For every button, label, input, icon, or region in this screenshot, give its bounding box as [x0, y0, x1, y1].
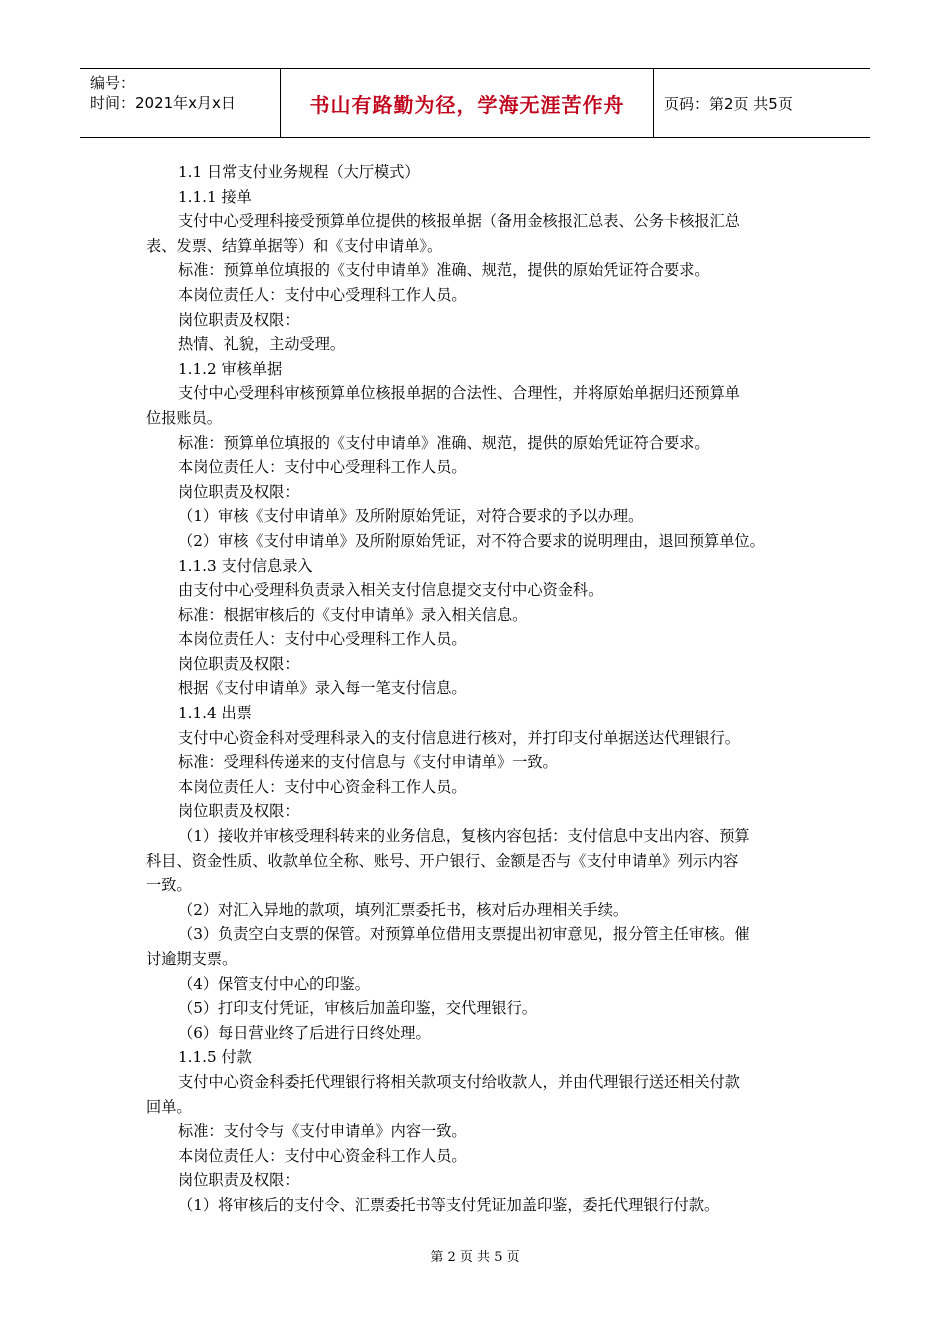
body-line: 标准：根据审核后的《支付申请单》录入相关信息。	[178, 605, 528, 624]
body-line: 岗位职责及权限：	[178, 802, 300, 821]
body-line: 本岗位责任人：支付中心资金科工作人员。	[178, 777, 467, 796]
header-right-cell	[654, 69, 870, 137]
body-line: （1）审核《支付申请单》及所附原始凭证，对符合要求的予以办理。	[178, 507, 644, 526]
body-line: 岗位职责及权限：	[178, 654, 300, 673]
document-date-label: 时间：2021年x月x日	[90, 94, 236, 112]
header-motto: 书山有路勤为径，学海无涯苦作舟	[309, 92, 625, 117]
body-line: 标准：预算单位填报的《支付申请单》准确、规范，提供的原始凭证符合要求。	[178, 433, 710, 452]
document-number-label: 编号：	[90, 74, 136, 92]
body-line: 标准：预算单位填报的《支付申请单》准确、规范，提供的原始凭证符合要求。	[178, 261, 710, 280]
body-line: 支付中心资金科委托代理银行将相关款项支付给收款人，并由代理银行送还相关付款	[178, 1072, 740, 1091]
body-line: 岗位职责及权限：	[178, 482, 300, 501]
body-line: 科目、资金性质、收款单位全称、账号、开户银行、金额是否与《支付申请单》列示内容	[146, 851, 739, 870]
body-line: 1.1.5 付款	[178, 1048, 252, 1067]
body-line: （3）负责空白支票的保管。对预算单位借用支票提出初审意见，报分管主任审核。催	[178, 925, 750, 944]
body-line: 回单。	[146, 1097, 192, 1116]
body-line: 位报账员。	[146, 408, 222, 427]
header-page-info: 页码：第2页 共5页	[664, 94, 793, 113]
body-line: （2）审核《支付申请单》及所附原始凭证，对不符合要求的说明理由，退回预算单位。	[178, 531, 765, 550]
body-line: 一致。	[146, 876, 192, 895]
page-header	[80, 68, 870, 138]
body-line: 标准：支付令与《支付申请单》内容一致。	[178, 1122, 467, 1141]
body-line: 支付中心受理科审核预算单位核报单据的合法性、合理性，并将原始单据归还预算单	[178, 384, 740, 403]
body-line: 1.1.2 审核单据	[178, 359, 283, 378]
body-line: （5）打印支付凭证，审核后加盖印鉴，交代理银行。	[178, 999, 537, 1018]
body-line: 根据《支付申请单》录入每一笔支付信息。	[178, 679, 467, 698]
document-body	[146, 160, 816, 1218]
body-line: 标准：受理科传递来的支付信息与《支付申请单》一致。	[178, 753, 558, 772]
body-line: 支付中心受理科接受预算单位提供的核报单据（备用金核报汇总表、公务卡核报汇总	[178, 212, 740, 231]
body-line: 岗位职责及权限：	[178, 1171, 300, 1190]
body-line: （4）保管支付中心的印鉴。	[178, 974, 370, 993]
body-line: 1.1.3 支付信息录入	[178, 556, 313, 575]
body-line: 表、发票、结算单据等）和《支付申请单》。	[146, 236, 443, 255]
body-line: （1）接收并审核受理科转来的业务信息，复核内容包括：支付信息中支出内容、预算	[178, 827, 750, 846]
body-line: 支付中心资金科对受理科录入的支付信息进行核对，并打印支付单据送达代理银行。	[178, 728, 740, 747]
body-line: （1）将审核后的支付令、汇票委托书等支付凭证加盖印鉴，委托代理银行付款。	[178, 1195, 720, 1214]
body-line: 本岗位责任人：支付中心资金科工作人员。	[178, 1146, 467, 1165]
body-line: 1.1.4 出票	[178, 704, 252, 723]
body-line: 讨逾期支票。	[146, 950, 238, 968]
body-line: 岗位职责及权限：	[178, 310, 300, 329]
body-line: 本岗位责任人：支付中心受理科工作人员。	[178, 285, 467, 304]
body-line: 1.1.1 接单	[178, 187, 252, 206]
body-line: （6）每日营业终了后进行日终处理。	[178, 1023, 431, 1042]
body-line: （2）对汇入异地的款项，填列汇票委托书，核对后办理相关手续。	[178, 900, 629, 919]
header-middle-cell	[281, 69, 654, 137]
body-line: 1.1 日常支付业务规程（大厅模式）	[178, 163, 420, 181]
body-line: 由支付中心受理科负责录入相关支付信息提交支付中心资金科。	[178, 581, 604, 600]
body-line: 本岗位责任人：支付中心受理科工作人员。	[178, 458, 467, 477]
header-left-cell	[80, 69, 281, 137]
body-line: 热情、礼貌，主动受理。	[178, 335, 346, 354]
body-line: 本岗位责任人：支付中心受理科工作人员。	[178, 630, 467, 649]
page-footer: 第 2 页 共 5 页	[430, 1250, 520, 1265]
